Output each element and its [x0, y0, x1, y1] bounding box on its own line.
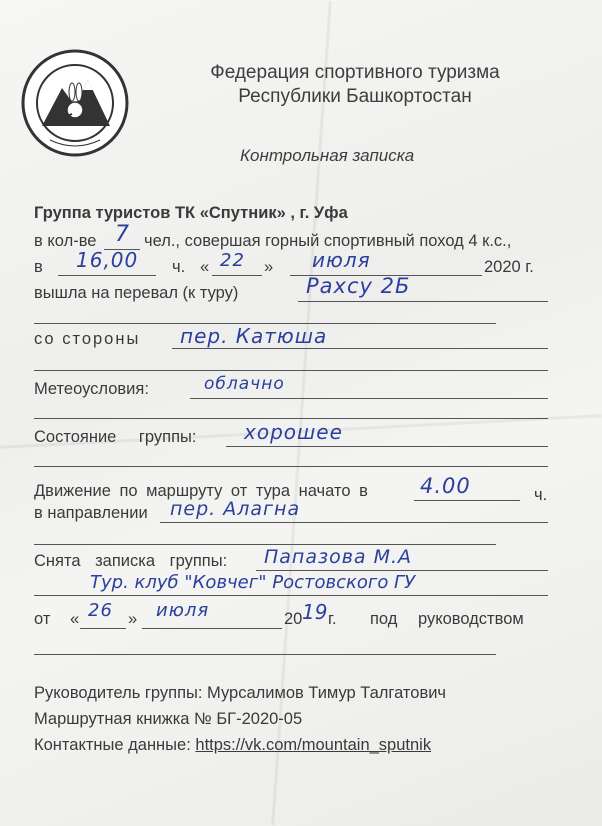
- blank-rule: [34, 466, 548, 467]
- removed-label: Снята записка группы:: [34, 552, 228, 570]
- contact-line: [34, 736, 431, 755]
- handwritten-start-time: 4.00: [420, 474, 471, 498]
- year-prefix: 20: [284, 610, 303, 628]
- time-hour: ч.: [172, 258, 186, 276]
- handwritten-weather: облачно: [204, 374, 285, 394]
- movement-suffix: ч.: [534, 486, 548, 504]
- year-suffix: 2020 г.: [484, 258, 534, 276]
- weather-rule: [190, 398, 548, 399]
- movement-rule: [414, 500, 520, 501]
- state-label: Состояние группы:: [34, 428, 197, 446]
- handwritten-day: 22: [220, 250, 245, 271]
- blank-rule: [34, 544, 496, 545]
- handwritten-count: 7: [115, 222, 130, 247]
- contact-link[interactable]: https://vk.com/mountain_sputnik: [195, 736, 432, 754]
- quote-close: »: [264, 258, 274, 276]
- from-label: от: [34, 610, 51, 628]
- year-end: г.: [328, 610, 337, 628]
- movement-label: Движение по маршруту от тура начато в: [34, 482, 368, 500]
- school-logo-emblem: [20, 48, 130, 158]
- document-title: Контрольная записка: [240, 146, 415, 165]
- removed-day-rule: [80, 628, 126, 629]
- route-book-line: Маршрутная книжка № БГ-2020-05: [34, 710, 303, 728]
- federation-name-line1: Федерация спортивного туризма: [210, 62, 500, 83]
- state-rule: [226, 446, 548, 447]
- handwritten-removed-month: июля: [156, 600, 210, 621]
- removed-month-rule: [142, 628, 282, 629]
- handwritten-removed-day: 26: [88, 600, 113, 621]
- contact-label: Контактные данные:: [34, 736, 191, 754]
- group-line: Группа туристов ТК «Спутник» , г. Уфа: [34, 204, 348, 222]
- leader-line: Руководитель группы: Мурсалимов Тимур Талгатович: [34, 684, 447, 702]
- direction-label: в направлении: [34, 504, 148, 522]
- quote-open: «: [200, 258, 210, 276]
- quote-open-2: «: [70, 610, 80, 628]
- blank-rule: [34, 654, 496, 655]
- quote-close-2: »: [128, 610, 138, 628]
- pass-label: вышла на перевал (к туру): [34, 284, 239, 302]
- handwritten-removed-year: 19: [302, 600, 328, 624]
- handwritten-side: пер. Катюша: [180, 324, 328, 348]
- weather-label: Метеоусловия:: [34, 380, 149, 398]
- day-rule: [212, 275, 262, 276]
- pass-rule: [298, 301, 548, 302]
- handwritten-pass: Рахсу 2Б: [306, 274, 411, 298]
- handwritten-month: июля: [312, 248, 371, 272]
- count-prefix: в кол-ве: [34, 232, 97, 250]
- removed-rule: [256, 570, 548, 571]
- blank-rule: [34, 418, 548, 419]
- club-rule: [34, 595, 548, 596]
- federation-name-line2: Республики Башкортостан: [238, 86, 472, 107]
- blank-rule: [34, 370, 548, 371]
- handwritten-time: 16,00: [76, 248, 139, 272]
- count-suffix: чел., совершая горный спортивный поход 4 к.с.,: [144, 232, 512, 250]
- handwritten-state: хорошее: [244, 420, 343, 444]
- side-label: со стороны: [34, 330, 141, 348]
- handwritten-direction: пер. Алагна: [170, 498, 301, 520]
- direction-rule: [160, 522, 548, 523]
- time-rule: [58, 275, 156, 276]
- handwritten-club: Тур. клуб "Ковчег" Ростовского ГУ: [90, 572, 416, 593]
- leader-word: под руководством: [370, 610, 524, 628]
- handwritten-removed-by: Папазова М.А: [264, 546, 413, 568]
- time-prefix: в: [34, 258, 43, 276]
- side-rule: [172, 348, 548, 349]
